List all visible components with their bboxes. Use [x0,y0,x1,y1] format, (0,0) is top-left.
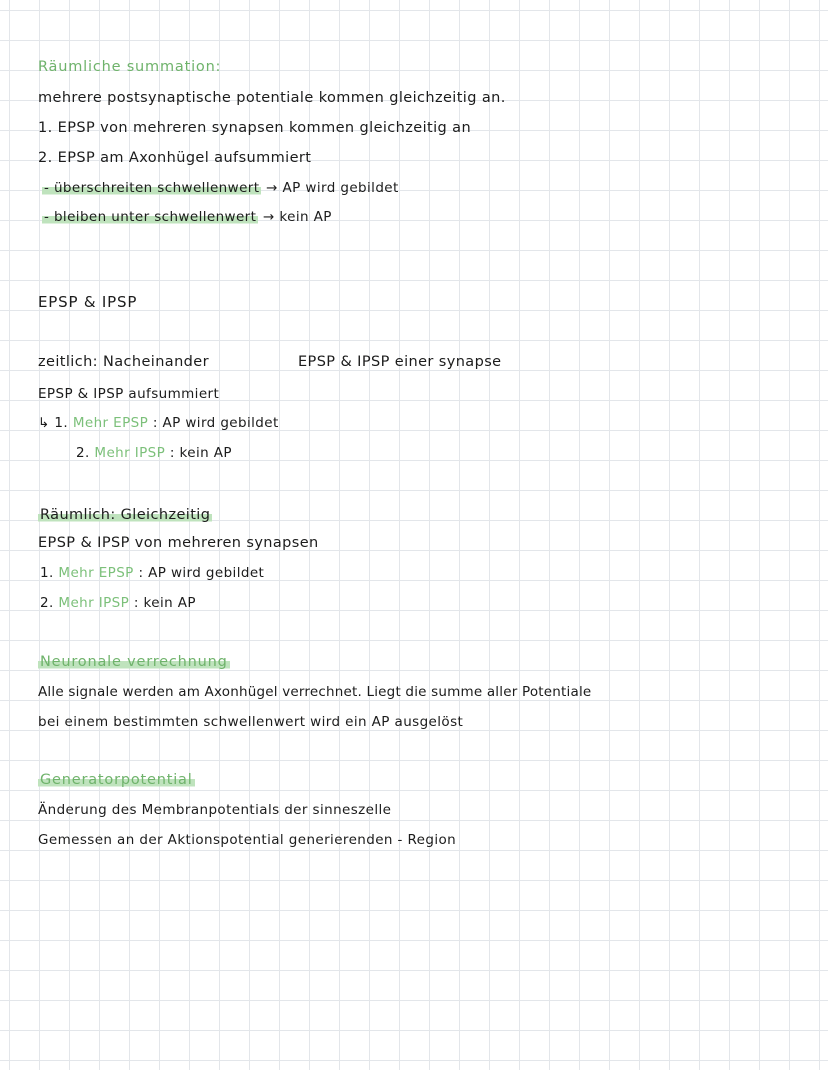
summation-bullet-2 [42,207,332,227]
highlight-raeumlich: Räumlich: Gleichzeitig [40,507,211,523]
hook-arrow-icon: ↳ [38,415,50,431]
summation-line-1: mehrere postsynaptische potentiale kommen gleichzeitig an. [38,90,506,106]
summation-item-1: 1. EPSP von mehreren synapsen kommen gleichzeitig an [38,120,472,136]
zeitlich-item-2-green: Mehr IPSP [94,445,166,461]
summation-item-2: 2. EPSP am Axonhügel aufsummiert [38,150,312,166]
raeumlich-label [38,505,212,525]
zeitlich-line-2: EPSP & IPSP aufsummiert [38,386,220,402]
zeitlich-item-2-num: 2. [76,445,90,461]
verrechnung-line-2: bei einem bestimmten schwellenwert wird ein AP ausgelöst [38,714,464,730]
raeumlich-item-1-num: 1. [40,565,54,581]
highlight-neuronale-verrechnung: Neuronale verrechnung [40,654,228,670]
raeumlich-item-1-rest: : AP wird gebildet [138,565,265,581]
zeitlich-desc: EPSP & IPSP einer synapse [298,354,502,370]
highlight-schwellenwert-2: - bleiben unter schwellenwert [44,209,257,225]
raeumlich-item-1 [40,563,264,583]
highlight-generatorpotential: Generatorpotential [40,772,193,788]
zeitlich-item-2-rest: : kein AP [169,445,232,461]
generator-line-1: Änderung des Membranpotentials der sinneszelle [38,802,392,818]
zeitlich-item-1-rest: : AP wird gebildet [152,415,279,431]
summation-bullet-1 [42,178,399,198]
raeumlich-item-1-green: Mehr EPSP [58,565,134,581]
heading-epsp-ipsp: EPSP & IPSP [38,293,138,311]
raeumlich-line-2: EPSP & IPSP von mehreren synapsen [38,535,319,551]
raeumlich-item-2-green: Mehr IPSP [58,595,130,611]
raeumlich-item-2 [40,593,196,613]
zeitlich-label: zeitlich: Nacheinander [38,354,209,370]
bullet-1-result: → AP wird gebildet [266,180,399,196]
zeitlich-item-1-num: 1. [54,415,69,431]
generator-line-2: Gemessen an der Aktionspotential generierenden - Region [38,832,457,848]
highlight-schwellenwert-1: - überschreiten schwellenwert [44,180,260,196]
raeumlich-item-2-rest: : kein AP [133,595,196,611]
zeitlich-item-1 [38,413,279,433]
zeitlich-item-1-green: Mehr EPSP [72,415,149,431]
heading-neuronale-verrechnung [38,652,230,672]
bullet-2-result: → kein AP [263,209,332,225]
heading-raeumliche-summation: Räumliche summation: [38,59,222,75]
zeitlich-item-2 [76,443,232,463]
heading-generatorpotential [38,770,195,790]
verrechnung-line-1: Alle signale werden am Axonhügel verrechnet. Liegt die summe aller Potentiale [38,684,592,700]
raeumlich-item-2-num: 2. [40,595,54,611]
